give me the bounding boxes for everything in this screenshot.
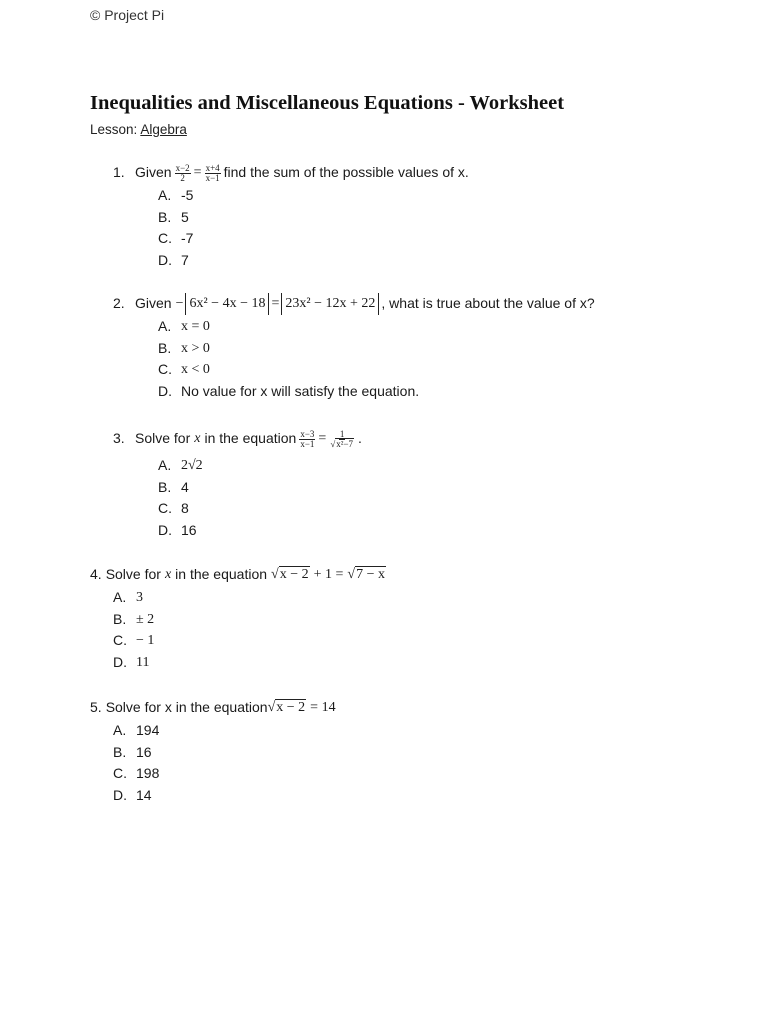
minus-sign: − xyxy=(175,296,184,312)
option-letter: D. xyxy=(158,382,172,399)
option-letter: B. xyxy=(113,610,127,627)
option-letter: A. xyxy=(158,187,172,203)
fraction xyxy=(205,164,221,183)
question-number: 5. xyxy=(90,699,102,716)
option-text: No value for x will satisfy the equation. xyxy=(181,382,420,399)
fraction-numerator: x−2 xyxy=(175,162,190,173)
option-letter: D. xyxy=(113,786,127,803)
question-text: Given xyxy=(135,164,172,181)
copyright-notice: © Project Pi xyxy=(90,7,165,23)
answer-option-d[interactable] xyxy=(158,381,595,403)
option-text: 16 xyxy=(136,743,152,760)
fraction xyxy=(175,164,191,183)
option-text: 16 xyxy=(181,521,197,538)
question-1-stem xyxy=(113,161,469,185)
lesson-line xyxy=(90,122,187,137)
answer-option-b[interactable] xyxy=(158,477,362,499)
question-4-stem xyxy=(90,563,386,587)
lesson-link-algebra[interactable]: Algebra xyxy=(140,122,187,137)
option-letter: D. xyxy=(158,521,172,538)
period: . xyxy=(358,430,362,447)
question-4 xyxy=(90,563,386,673)
square-root-expression: √x − 2 xyxy=(271,567,309,583)
fraction-denominator: x−1 xyxy=(300,438,315,449)
radicand: x − 2 xyxy=(279,567,309,583)
worksheet-title: Inequalities and Miscellaneous Equations - Worksheet xyxy=(90,92,565,114)
option-text: 4 xyxy=(181,478,189,495)
option-letter: A. xyxy=(113,589,127,605)
option-text: 11 xyxy=(136,654,150,670)
equals-sign: = xyxy=(318,431,327,447)
option-text: x = 0 xyxy=(181,319,210,334)
answer-option-c[interactable] xyxy=(158,359,595,381)
question-text: Given xyxy=(135,295,172,312)
answer-option-a[interactable] xyxy=(158,316,595,338)
option-text: 2√2 xyxy=(181,458,203,473)
question-text: in the equation xyxy=(175,566,268,583)
fraction xyxy=(299,430,315,449)
square-root-expression: √x − 2 xyxy=(267,700,306,716)
option-text: x < 0 xyxy=(181,362,210,377)
option-letter: A. xyxy=(113,722,127,738)
question-number: 3. xyxy=(113,430,125,447)
question-number: 1. xyxy=(113,164,125,181)
square-root-expression: √7 − x xyxy=(347,567,385,583)
answer-option-d[interactable] xyxy=(113,652,386,674)
math-operator: + 1 = xyxy=(313,567,344,583)
answer-option-c[interactable] xyxy=(113,763,336,785)
answer-option-a[interactable] xyxy=(158,185,469,207)
option-letter: C. xyxy=(113,765,127,781)
option-text: 14 xyxy=(136,786,152,803)
radicand: x − 2 xyxy=(276,700,306,716)
option-text: − 1 xyxy=(136,633,155,648)
question-text: Solve for xyxy=(135,430,191,447)
variable-x: x xyxy=(164,567,172,583)
question-2-stem xyxy=(113,292,595,316)
fraction-numerator: 1 xyxy=(339,428,345,439)
equals-sign: = xyxy=(271,296,280,312)
option-text: x > 0 xyxy=(181,340,210,356)
variable-x: x xyxy=(194,431,201,447)
question-3-stem xyxy=(113,425,362,453)
answer-option-d[interactable] xyxy=(113,785,336,807)
option-text: 7 xyxy=(181,251,189,268)
fraction-numerator: x−3 xyxy=(300,428,315,439)
option-text: -7 xyxy=(181,230,194,246)
option-text: 3 xyxy=(136,590,143,605)
option-letter: C. xyxy=(158,230,172,246)
answer-option-c[interactable] xyxy=(113,630,386,652)
fraction-denominator: √x²−7 xyxy=(330,438,354,449)
option-letter: B. xyxy=(158,339,172,356)
option-text: 8 xyxy=(181,500,189,516)
absolute-value-expression: 6x² − 4x − 18 xyxy=(185,293,269,315)
question-5 xyxy=(90,696,336,806)
question-text: Solve for xyxy=(105,566,161,583)
answer-option-d[interactable] xyxy=(158,250,469,272)
fraction-numerator: x+4 xyxy=(205,162,220,173)
answer-option-a[interactable] xyxy=(158,455,362,477)
answer-option-b[interactable] xyxy=(158,207,469,229)
question-text: , what is true about the value of x? xyxy=(381,295,595,312)
answer-option-b[interactable] xyxy=(158,338,595,360)
question-text: Solve for x in the equation xyxy=(105,699,268,716)
question-1 xyxy=(113,161,469,271)
fraction-denominator: x−1 xyxy=(205,172,220,183)
option-letter: C. xyxy=(113,632,127,648)
option-text: 198 xyxy=(136,765,160,781)
answer-option-b[interactable] xyxy=(113,742,336,764)
option-letter: B. xyxy=(158,208,172,225)
answer-option-a[interactable] xyxy=(113,587,386,609)
question-text: in the equation xyxy=(204,430,297,447)
option-letter: B. xyxy=(113,743,127,760)
question-text: find the sum of the possible values of x. xyxy=(223,164,469,181)
option-letter: D. xyxy=(113,653,127,670)
fraction xyxy=(329,430,355,449)
option-letter: B. xyxy=(158,478,172,495)
answer-option-a[interactable] xyxy=(113,720,336,742)
question-3 xyxy=(113,425,362,541)
answer-option-d[interactable] xyxy=(158,520,362,542)
equals-sign: = xyxy=(193,165,202,181)
math-operator: = 14 xyxy=(310,700,336,716)
option-text: ± 2 xyxy=(136,611,155,627)
answer-option-c[interactable] xyxy=(158,228,469,250)
option-letter: C. xyxy=(158,361,172,377)
lesson-label: Lesson: xyxy=(90,122,138,137)
question-number: 4. xyxy=(90,566,102,583)
option-text: 5 xyxy=(181,208,189,225)
radicand: x²−7 xyxy=(336,438,354,449)
option-letter: D. xyxy=(158,251,172,268)
question-2 xyxy=(113,292,595,402)
absolute-value-expression: 23x² − 12x + 22 xyxy=(281,293,379,315)
answer-option-c[interactable] xyxy=(158,498,362,520)
option-letter: A. xyxy=(158,457,172,473)
option-text: 194 xyxy=(136,722,160,738)
option-text: -5 xyxy=(181,187,194,203)
fraction-denominator: 2 xyxy=(180,172,185,183)
question-5-stem xyxy=(90,696,336,720)
radicand: 7 − x xyxy=(356,567,385,583)
question-number: 2. xyxy=(113,295,125,312)
answer-option-b[interactable] xyxy=(113,609,386,631)
option-letter: C. xyxy=(158,500,172,516)
option-letter: A. xyxy=(158,318,172,334)
